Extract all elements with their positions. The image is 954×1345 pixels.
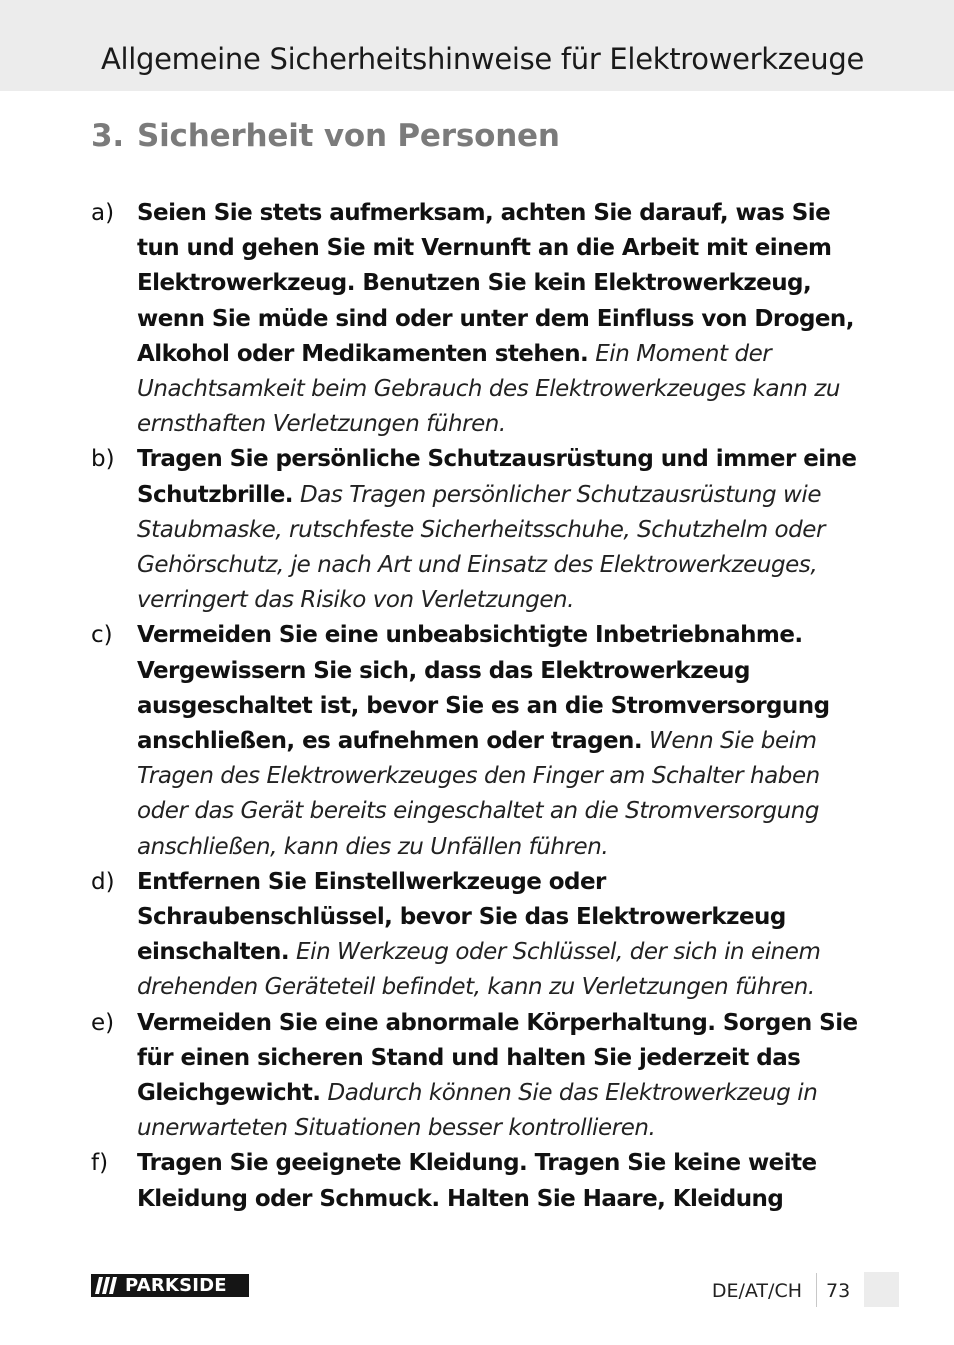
item-text	[137, 196, 865, 442]
logo-stripes-icon	[93, 1274, 123, 1297]
list-item	[91, 1006, 865, 1147]
list-item	[91, 1146, 865, 1216]
item-italic-text: Dadurch können Sie das Elektrowerkzeug in unerwarteten Situationen besser kontrollieren.	[137, 1080, 818, 1142]
item-bold-text: Entfernen Sie Einstellwerkzeuge oder Schraubenschlüssel, bevor Sie das Elektrowerkzeug einschalten.	[137, 868, 786, 966]
item-marker: f)	[91, 1150, 109, 1177]
list-item	[91, 196, 865, 442]
item-bold-text: Tragen Sie geeignete Kleidung. Tragen Sie keine weite Kleidung oder Schmuck. Halten Sie Haare, Kleidung	[137, 1150, 817, 1212]
item-bold-text: Vermeiden Sie eine unbeabsichtigte Inbetriebnahme. Vergewissern Sie sich, dass das Elektrowerkzeug ausgeschaltet ist, bevor Sie es an die Stromversorgung anschließen, es aufnehmen oder tragen.	[137, 622, 830, 755]
item-bold-text: Seien Sie stets aufmerksam, achten Sie darauf, was Sie tun und gehen Sie mit Vernunft an die Arbeit mit einem Elektrowerkzeug. Benutzen Sie kein Elektrowerkzeug, wenn Sie müde sind oder unter dem Einfluss von Drogen, Alkohol oder Medikamenten stehen.	[137, 200, 854, 367]
item-text	[137, 865, 865, 1006]
footer-tab-box	[864, 1272, 899, 1307]
safety-list	[91, 196, 865, 1217]
item-text	[137, 1146, 865, 1216]
footer-divider	[816, 1273, 817, 1307]
item-italic-text: Ein Moment der Unachtsamkeit beim Gebrauch des Elektrowerkzeuges kann zu ernsthaften Verletzungen führen.	[137, 340, 840, 438]
list-item	[91, 442, 865, 618]
section-heading	[91, 118, 560, 154]
item-marker: e)	[91, 1009, 115, 1036]
list-item	[91, 865, 865, 1006]
logo-brand-text: PARKSIDE	[125, 1275, 227, 1296]
item-marker: b)	[91, 446, 115, 473]
item-marker: c)	[91, 622, 113, 649]
section-title: Sicherheit von Personen	[137, 118, 560, 154]
item-italic-text: Wenn Sie beim Tragen des Elektrowerkzeuges den Finger am Schalter haben oder das Gerät bereits eingeschaltet an die Stromversorgung anschließen, kann dies zu Unfällen führen.	[137, 728, 820, 860]
item-bold-text: Tragen Sie persönliche Schutzausrüstung und immer eine Schutzbrille.	[137, 446, 857, 508]
item-marker: d)	[91, 868, 115, 895]
item-text	[137, 442, 865, 618]
item-italic-text: Ein Werkzeug oder Schlüssel, der sich in einem drehenden Geräteteil befindet, kann zu Verletzungen führen.	[137, 939, 821, 1001]
list-item	[91, 618, 865, 864]
item-text	[137, 1006, 865, 1147]
item-text	[137, 618, 865, 864]
item-italic-text: Das Tragen persönlicher Schutzausrüstung wie Staubmaske, rutschfeste Sicherheitsschuhe, Schutzhelm oder Gehörschutz, je nach Art und Einsatz des Elektrowerkzeuges, verringert das Risiko von Verletzungen.	[137, 481, 826, 614]
footer-locale: DE/AT/CH	[711, 1280, 802, 1302]
parkside-logo	[91, 1274, 249, 1297]
page-header-title: Allgemeine Sicherheitshinweise für Elektrowerkzeuge	[100, 42, 864, 76]
item-bold-text: Vermeiden Sie eine abnormale Körperhaltung. Sorgen Sie für einen sicheren Stand und halten Sie jederzeit das Gleichgewicht.	[137, 1009, 858, 1107]
header-band	[0, 0, 954, 91]
item-marker: a)	[91, 200, 115, 226]
section-number: 3.	[91, 118, 124, 154]
page-number: 73	[826, 1280, 851, 1302]
